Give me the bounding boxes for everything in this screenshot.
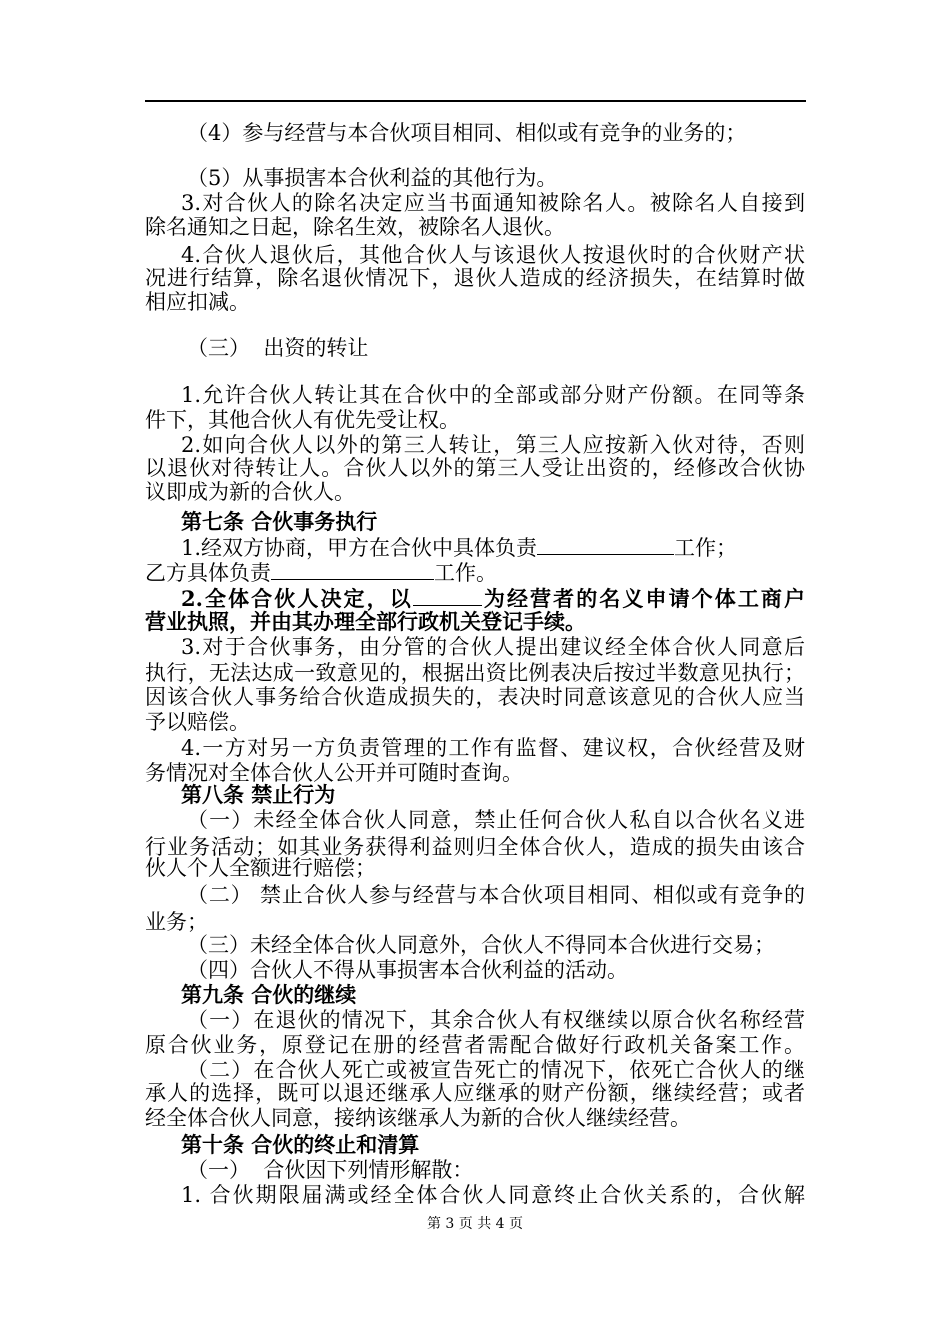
paragraph-line: 2.全体合伙人决定，以 为经营者的名义申请个体工商户 <box>181 586 805 611</box>
paragraph-line: 4.一方对另一方负责管理的工作有监督、建议权，合伙经营及财 <box>181 736 805 760</box>
paragraph-line: 况进行结算，除名退伙情况下，退伙人造成的经济损失，在结算时做 <box>145 266 805 290</box>
paragraph-line: 承人的选择，既可以退还继承人应继承的财产份额，继续经营；或者 <box>145 1081 805 1105</box>
paragraph-line: 务情况对全体合伙人公开并可随时查询。 <box>145 761 523 785</box>
paragraph-line: 除名通知之日起，除名生效，被除名人退伙。 <box>145 215 565 239</box>
article-heading: 第十条 合伙的终止和清算 <box>181 1132 420 1157</box>
page-number: 第 3 页 共 4 页 <box>426 1216 524 1232</box>
paragraph-line: 议即成为新的合伙人。 <box>145 480 355 504</box>
paragraph-line: 相应扣减。 <box>145 290 250 314</box>
paragraph-line: 原合伙业务，原登记在册的经营者需配合做好行政机关备案工作。 <box>145 1033 805 1057</box>
section-heading: （三） 出资的转让 <box>187 336 369 360</box>
paragraph-line: 予以赔偿。 <box>145 710 250 734</box>
paragraph-line: 1. 合伙期限届满或经全体合伙人同意终止合伙关系的，合伙解 <box>181 1183 805 1207</box>
article-heading: 第七条 合伙事务执行 <box>181 509 378 534</box>
paragraph-line: 件下，其他合伙人有优先受让权。 <box>145 408 460 432</box>
paragraph-line: 执行，无法达成一致意见的，根据出资比例表决后按过半数意见执行； <box>145 661 805 685</box>
article-heading: 第九条 合伙的继续 <box>181 982 357 1007</box>
header-rule <box>145 100 806 102</box>
paragraph-line: （二） 禁止合伙人参与经营与本合伙项目相同、相似或有竞争的 <box>187 883 805 907</box>
paragraph-line: 行业务活动；如其业务获得利益则归全体合伙人，造成的损失由该合 <box>145 835 805 859</box>
paragraph-line: 1.经双方协商，甲方在合伙中具体负责 工作； <box>181 536 738 560</box>
paragraph-line: 2.如向合伙人以外的第三人转让，第三人应按新入伙对待，否则 <box>181 433 805 457</box>
paragraph-line: （一）在退伙的情况下，其余合伙人有权继续以原合伙名称经营 <box>187 1008 805 1032</box>
paragraph-line: 以退伙对待转让人。合伙人以外的第三人受让出资的，经修改合伙协 <box>145 456 805 480</box>
paragraph-line: （4）参与经营与本合伙项目相同、相似或有竞争的业务的； <box>187 121 747 145</box>
fill-in-blank[interactable] <box>537 534 674 555</box>
fill-in-blank[interactable] <box>271 559 434 580</box>
paragraph-line: （三）未经全体合伙人同意外，合伙人不得同本合伙进行交易； <box>187 933 775 957</box>
paragraph-line: 3.对于合伙事务，由分管的合伙人提出建议经全体合伙人同意后 <box>181 635 805 659</box>
paragraph-line: 3.对合伙人的除名决定应当书面通知被除名人。被除名人自接到 <box>181 191 805 215</box>
paragraph-line: 4.合伙人退伙后，其他合伙人与该退伙人按退伙时的合伙财产状 <box>181 243 805 267</box>
paragraph-line: （四）合伙人不得从事损害本合伙利益的活动。 <box>187 958 628 982</box>
paragraph-line: （二）在合伙人死亡或被宣告死亡的情况下，依死亡合伙人的继 <box>187 1058 805 1082</box>
fill-in-blank[interactable] <box>413 585 482 606</box>
paragraph-line: （一） 合伙因下列情形解散： <box>187 1158 474 1182</box>
paragraph-line: （5）从事损害本合伙利益的其他行为。 <box>187 166 558 190</box>
article-heading: 第八条 禁止行为 <box>181 782 336 807</box>
paragraph-line: 业务； <box>145 910 208 934</box>
paragraph-line: 营业执照，并由其办理全部行政机关登记手续。 <box>145 609 586 634</box>
paragraph-line: 因该合伙人事务给合伙造成损失的，表决时同意该意见的合伙人应当 <box>145 685 805 709</box>
paragraph-line: （一）未经全体合伙人同意，禁止任何合伙人私自以合伙名义进 <box>187 808 805 832</box>
paragraph-line: 伙人个人全额进行赔偿； <box>145 856 376 880</box>
paragraph-line: 乙方具体负责 工作。 <box>145 561 497 585</box>
paragraph-line: 经全体合伙人同意，接纳该继承人为新的合伙人继续经营。 <box>145 1106 691 1130</box>
paragraph-line: 1.允许合伙人转让其在合伙中的全部或部分财产份额。在同等条 <box>181 383 805 407</box>
